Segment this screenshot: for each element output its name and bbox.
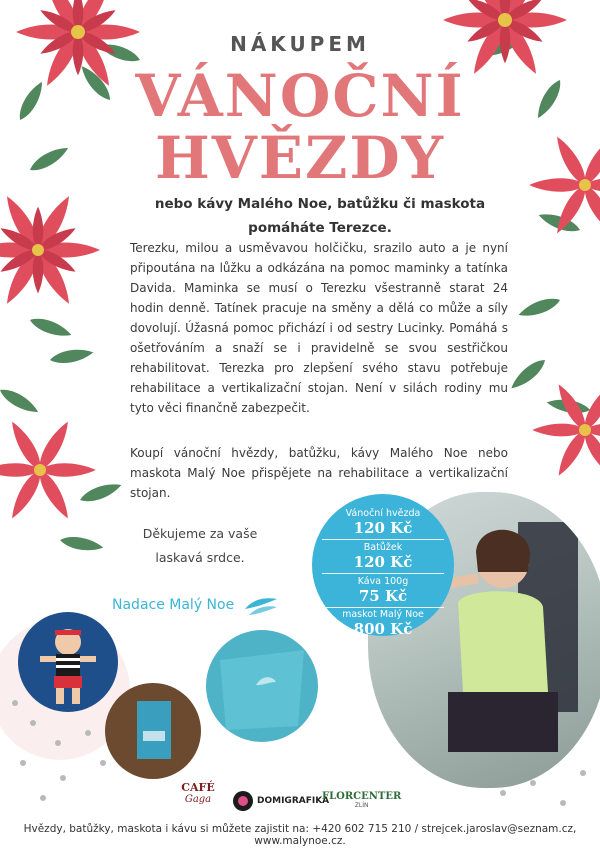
coffee-bag [105, 683, 201, 779]
cafe-gaga-logo [178, 782, 218, 806]
foundation-logo [112, 593, 279, 617]
price-divider [322, 573, 444, 574]
florcenter-logo [322, 791, 401, 809]
domigrafika-text: DOMIGRAFIKA [257, 796, 330, 806]
title-line-2: HVĚZDY [154, 124, 446, 192]
thanks-line-2: laskavá srdce. [155, 550, 245, 565]
mascot-figure [18, 612, 118, 712]
price-value-backpack: 120 Kč [353, 553, 413, 571]
kicker-text: NÁKUPEM [230, 32, 370, 56]
cafe-text: CAFÉ [181, 781, 215, 794]
price-label-coffee: Káva 100g [357, 576, 409, 587]
price-divider [322, 539, 444, 540]
domigrafika-icon [232, 790, 254, 812]
florcenter-text: FLORCENTER [322, 791, 402, 802]
backpack-figure [206, 630, 318, 742]
price-value-mascot: 800 Kč [353, 620, 413, 638]
title-line-1: VÁNOČNÍ [135, 62, 465, 130]
coffee-photo [105, 683, 201, 779]
florcenter-sub: ZLÍN [354, 802, 369, 809]
backpack-photo [206, 630, 318, 742]
price-label-mascot: maskot Malý Noe [342, 609, 424, 620]
thanks-line-1: Děkujeme za vaše [142, 526, 258, 541]
price-divider [322, 607, 444, 608]
subtitle-line-2: pomáháte Terezce. [248, 220, 392, 236]
mascot-photo [18, 612, 118, 712]
domigrafika-logo [232, 790, 329, 812]
story-paragraph: Terezku, milou a usměvavou holčičku, srazilo auto a je nyní připoutána na lůžku a odkázána na pomoc maminky a tatínka Davida. Maminka se musí o Terezku všestranně starat 24 hodin denně. Tatínek pracuje na směny a dělá co může a síly dovolují. Úžasná pomoc přichází i od sestry Lucinky. Pomáhá s ošetřováním a snaží se i pravidelně se svou sestřičkou rehabilitovat. Terezka pro zlepšení svého stavu potřebuje rehabilitace a vertikalizační stojan. Není v silách rodiny mu tyto věci finančně zabezpečit. [130, 241, 508, 415]
subtitle [140, 192, 500, 240]
wave-icon [243, 593, 279, 617]
gaga-text: Gaga [184, 794, 212, 805]
footer-contact: Hvězdy, batůžky, maskota i kávu si můžete zajistit na: +420 602 715 210 / strejcek.jaroslav@seznam.cz, www.malynoe.cz. [23, 823, 577, 847]
thanks-text [120, 522, 280, 570]
price-value-coffee: 75 Kč [358, 587, 408, 605]
price-label-star: Vánoční hvězda [345, 508, 421, 519]
price-value-star: 120 Kč [353, 519, 413, 537]
price-list [312, 494, 454, 636]
price-label-backpack: Batůžek [363, 542, 403, 553]
appeal-paragraph: Koupí vánoční hvězdy, batůžku, kávy Malého Noe nebo maskota Malý Noe přispějete na rehabilitace a vertikalizační stojan. [130, 446, 508, 500]
subtitle-line-1: nebo kávy Malého Noe, batůžku či maskota [154, 196, 486, 212]
foundation-name: Nadace Malý Noe [112, 597, 235, 613]
